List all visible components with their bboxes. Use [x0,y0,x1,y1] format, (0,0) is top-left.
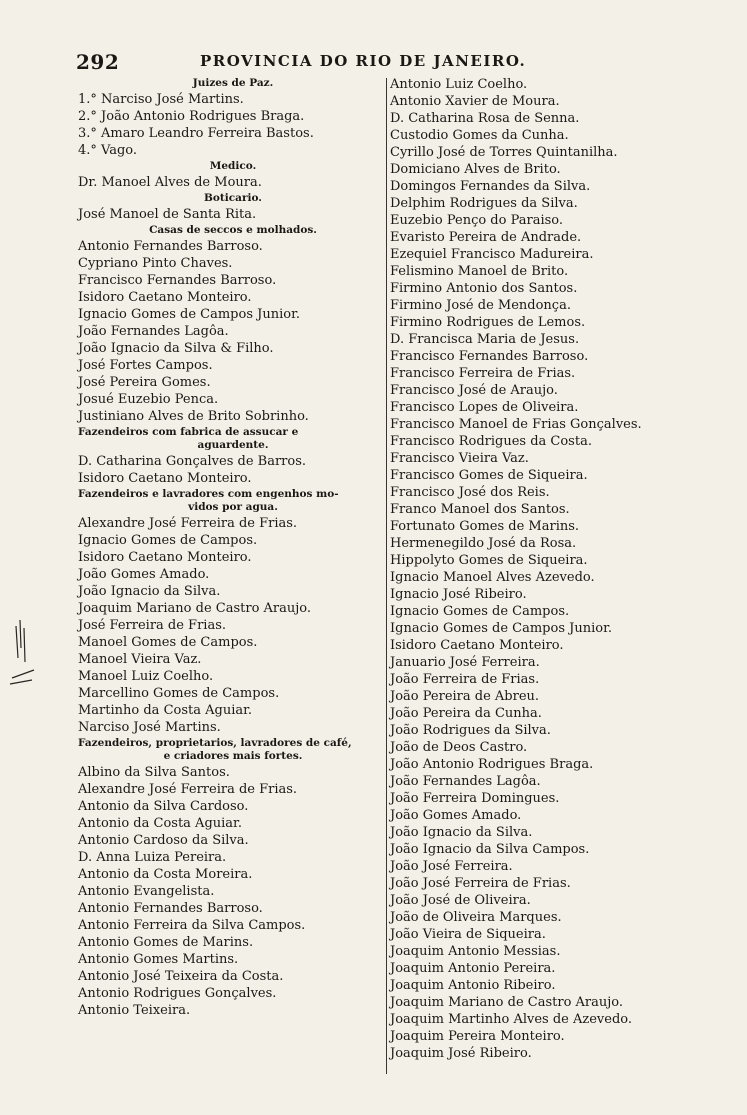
list-item: Domingos Fernandes da Silva. [390,179,591,194]
list-item: João Ignacio da Silva Campos. [390,842,590,857]
list-item: Ignacio Gomes de Campos. [390,604,570,619]
list-item: Martinho da Costa Aguiar. [78,703,253,718]
list-item: Firmino José de Mendonça. [390,298,571,313]
section-heading [78,487,388,515]
list-item: Antonio da Costa Moreira. [78,867,253,882]
list-item: Francisco José dos Reis. [390,485,550,500]
list-item: João de Oliveira Marques. [390,910,562,925]
list-item: Antonio Cardoso da Silva. [78,833,249,848]
list-item: Isidoro Caetano Monteiro. [390,638,564,653]
list-item: 4.° Vago. [78,143,138,158]
list-item: Joaquim Antonio Ribeiro. [390,978,556,993]
list-item: Joaquim Antonio Pereira. [390,961,556,976]
list-item: João Rodrigues da Silva. [390,723,551,738]
list-item: Felismino Manoel de Brito. [390,264,569,279]
list-item: D. Catharina Gonçalves de Barros. [78,454,307,469]
list-item: Manoel Gomes de Campos. [78,635,258,650]
list-item: Isidoro Caetano Monteiro. [78,290,252,305]
list-item: João Fernandes Lagôa. [78,324,229,339]
list-item: 1.° Narciso José Martins. [78,92,244,107]
margin-scribble-icon [6,618,36,690]
list-item: Antonio Evangelista. [78,884,215,899]
list-item: José Manoel de Santa Rita. [78,207,257,222]
list-item: Januario José Ferreira. [390,655,540,670]
list-item: Evaristo Pereira de Andrade. [390,230,582,245]
list-item: Firmino Antonio dos Santos. [390,281,578,296]
list-item: Joaquim Mariano de Castro Araujo. [78,601,312,616]
list-item: Alexandre José Ferreira de Frias. [78,782,298,797]
list-item: Justiniano Alves de Brito Sobrinho. [78,409,309,424]
list-item: Delphim Rodrigues da Silva. [390,196,578,211]
list-item: Francisco Gomes de Siqueira. [390,468,588,483]
list-item: Francisco Ferreira de Frias. [390,366,576,381]
list-item: Joaquim Mariano de Castro Araujo. [390,995,624,1010]
list-item: José Pereira Gomes. [78,375,211,390]
list-item: Alexandre José Ferreira de Frias. [78,516,298,531]
page-number: 292 [76,50,120,74]
list-item: Antonio José Teixeira da Costa. [78,969,284,984]
list-item: 2.° João Antonio Rodrigues Braga. [78,109,305,124]
list-item: Isidoro Caetano Monteiro. [78,471,252,486]
list-item: Francisco Manoel de Frias Gonçalves. [390,417,642,432]
list-item: João Ignacio da Silva. [390,825,533,840]
list-item: João José Ferreira. [390,859,513,874]
list-item: Dr. Manoel Alves de Moura. [78,175,262,190]
list-item: Ignacio Gomes de Campos. [78,533,258,548]
list-item: Custodio Gomes da Cunha. [390,128,569,143]
list-item: João Ignacio da Silva. [78,584,221,599]
list-item: João Gomes Amado. [78,567,210,582]
section-heading-line: Fazendeiros e lavradores com engenhos mo- [78,488,339,500]
section-heading [78,425,388,453]
list-item: Joaquim Antonio Messias. [390,944,561,959]
list-item: Joaquim Pereira Monteiro. [390,1029,565,1044]
list-item: Firmino Rodrigues de Lemos. [390,315,586,330]
list-item: Cypriano Pinto Chaves. [78,256,233,271]
section-heading [78,736,388,764]
list-item: Antonio Rodrigues Gonçalves. [78,986,277,1001]
list-item: Antonio Fernandes Barroso. [78,901,263,916]
list-item: João de Deos Castro. [390,740,528,755]
list-item: D. Anna Luiza Pereira. [78,850,227,865]
list-item: João Ferreira de Frias. [390,672,540,687]
list-item: José Fortes Campos. [78,358,213,373]
list-item: Manoel Luiz Coelho. [78,669,214,684]
list-item: Isidoro Caetano Monteiro. [78,550,252,565]
section-heading-continuation: aguardente. [197,439,269,451]
list-item: João Antonio Rodrigues Braga. [390,757,594,772]
list-item: Francisco José de Araujo. [390,383,558,398]
list-item: Albino da Silva Santos. [78,765,230,780]
list-item: João Gomes Amado. [390,808,522,823]
list-item: Antonio Xavier de Moura. [390,94,560,109]
list-item: D. Francisca Maria de Jesus. [390,332,580,347]
list-item: Ignacio José Ribeiro. [390,587,527,602]
list-item: João Pereira de Abreu. [390,689,540,704]
list-item: Ezequiel Francisco Madureira. [390,247,594,262]
left-column [78,76,388,1019]
list-item: Antonio da Costa Aguiar. [78,816,242,831]
list-item: Hippolyto Gomes de Siqueira. [390,553,588,568]
section-heading: Medico. [209,160,257,172]
list-item: Hermenegildo José da Rosa. [390,536,577,551]
list-item: Antonio Fernandes Barroso. [78,239,263,254]
list-item: João Ferreira Domingues. [390,791,560,806]
list-item: Ignacio Gomes de Campos Junior. [390,621,612,636]
list-item: Antonio Ferreira da Silva Campos. [78,918,306,933]
list-item: D. Catharina Rosa de Senna. [390,111,580,126]
list-item: Manoel Vieira Vaz. [78,652,202,667]
list-item: Fortunato Gomes de Marins. [390,519,580,534]
list-item: Ignacio Gomes de Campos Junior. [78,307,300,322]
list-item: Franco Manoel dos Santos. [390,502,570,517]
list-item: Narciso José Martins. [78,720,221,735]
list-item: Francisco Rodrigues da Costa. [390,434,592,449]
list-item: João Fernandes Lagôa. [390,774,541,789]
list-item: Cyrillo José de Torres Quintanilha. [390,145,618,160]
list-item: João Vieira de Siqueira. [390,927,546,942]
section-heading-line: Fazendeiros com fabrica de assucar e [78,426,299,438]
list-item: João Pereira da Cunha. [390,706,542,721]
list-item: Joaquim José Ribeiro. [390,1046,532,1061]
list-item: João Ignacio da Silva & Filho. [78,341,274,356]
section-heading: Casas de seccos e molhados. [149,224,317,236]
list-item: Marcellino Gomes de Campos. [78,686,280,701]
right-column [390,76,680,1062]
list-item: Euzebio Penço do Paraiso. [390,213,564,228]
list-item: Antonio Gomes Martins. [78,952,239,967]
list-item: Antonio da Silva Cardoso. [78,799,249,814]
list-item: José Ferreira de Frias. [78,618,227,633]
column-divider [386,78,387,1074]
list-item: Antonio Gomes de Marins. [78,935,254,950]
list-item: João José de Oliveira. [390,893,531,908]
list-item: Francisco Lopes de Oliveira. [390,400,579,415]
list-item: Antonio Luiz Coelho. [390,77,528,92]
list-item: João José Ferreira de Frias. [390,876,571,891]
list-item: Josué Euzebio Penca. [78,392,219,407]
section-heading: Boticario. [204,192,262,204]
running-head: PROVINCIA DO RIO DE JANEIRO. [200,52,527,70]
list-item: Francisco Fernandes Barroso. [78,273,277,288]
section-heading-continuation: vidos por agua. [188,501,278,513]
list-item: Francisco Fernandes Barroso. [390,349,589,364]
list-item: Domiciano Alves de Brito. [390,162,561,177]
list-item: Antonio Teixeira. [78,1003,191,1018]
list-item: Ignacio Manoel Alves Azevedo. [390,570,595,585]
list-item: Francisco Vieira Vaz. [390,451,529,466]
section-heading-continuation: e criadores mais fortes. [163,750,303,762]
section-heading: Juizes de Paz. [192,77,274,89]
section-heading-line: Fazendeiros, proprietarios, lavradores de café, [78,737,352,749]
list-item: 3.° Amaro Leandro Ferreira Bastos. [78,126,314,141]
list-item: Joaquim Martinho Alves de Azevedo. [390,1012,633,1027]
